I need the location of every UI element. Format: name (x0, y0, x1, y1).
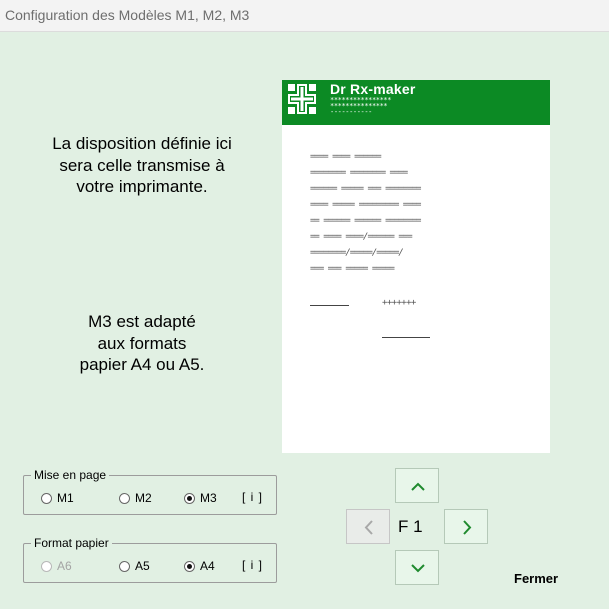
nav-up-button[interactable] (395, 468, 439, 503)
layout-legend: Mise en page (31, 468, 109, 482)
preview-header-line: *************** (330, 102, 388, 110)
window-title: Configuration des Modèles M1, M2, M3 (5, 7, 250, 23)
radio-m3[interactable] (184, 491, 217, 505)
chevron-left-icon (347, 510, 391, 545)
radio-m2-circle[interactable] (119, 493, 130, 504)
radio-m1[interactable] (41, 491, 74, 505)
info-text-top (12, 133, 272, 198)
radio-m1-label: M1 (57, 491, 74, 505)
radio-a4-label: A4 (200, 559, 215, 573)
layout-info-button[interactable]: [ i ] (242, 490, 264, 504)
info-text-bottom (12, 311, 272, 376)
radio-m3-circle[interactable] (184, 493, 195, 504)
info-line: M3 est adapté (88, 312, 196, 331)
radio-a6-label: A6 (57, 559, 72, 573)
preview-signature-marks: +++++++ (382, 298, 416, 308)
preview-body-line: ========/=====/=====/ (310, 248, 403, 258)
radio-m2[interactable] (119, 491, 152, 505)
layout-groupbox (23, 468, 277, 515)
info-line: papier A4 ou A5. (79, 355, 205, 374)
preview-signature-line (382, 337, 430, 338)
preview-header-line: ----------- (330, 108, 372, 116)
info-line: La disposition définie ici (52, 134, 232, 153)
pharmacy-cross-icon (288, 84, 316, 114)
info-line: votre imprimante. (76, 177, 208, 196)
chevron-down-icon (396, 551, 440, 586)
preview-doctor-name: Dr Rx-maker (330, 81, 416, 97)
nav-down-button[interactable] (395, 550, 439, 585)
paper-format-info-button[interactable]: [ i ] (242, 558, 264, 572)
radio-a6 (41, 559, 72, 573)
preview-header (282, 80, 550, 125)
preview-body-line: ======== ======== ==== (310, 168, 408, 178)
radio-m2-label: M2 (135, 491, 152, 505)
preview-date-line (310, 305, 349, 306)
radio-m3-label: M3 (200, 491, 217, 505)
preview-body-line: == ====== ====== ======== (310, 216, 421, 226)
radio-m1-circle[interactable] (41, 493, 52, 504)
preview-body-line: == ==== ====/====== === (310, 232, 412, 242)
radio-a5-circle[interactable] (119, 561, 130, 572)
page-indicator: F 1 (398, 517, 423, 536)
preview-body-line: === === ===== ===== (310, 264, 394, 274)
preview-header-line: **************** (330, 96, 392, 104)
radio-a5-label: A5 (135, 559, 150, 573)
prescription-preview (282, 80, 550, 453)
preview-body-line: ==== ===== ========= ==== (310, 200, 421, 210)
chevron-right-icon (445, 510, 489, 545)
info-line: aux formats (97, 333, 187, 353)
radio-a4[interactable] (184, 559, 215, 573)
paper-format-legend: Format papier (31, 536, 112, 550)
title-bar (0, 0, 609, 32)
chevron-up-icon (396, 469, 440, 504)
preview-body-line: ====== ===== === ======== (310, 184, 421, 194)
paper-format-groupbox (23, 536, 277, 583)
radio-a4-circle[interactable] (184, 561, 195, 572)
nav-left-button[interactable] (346, 509, 390, 544)
preview-body-line: ==== ==== ====== (310, 152, 381, 162)
radio-a6-circle (41, 561, 52, 572)
radio-a5[interactable] (119, 559, 150, 573)
nav-right-button[interactable] (444, 509, 488, 544)
info-line: sera celle transmise à (59, 155, 225, 175)
close-button[interactable]: Fermer (514, 571, 559, 586)
